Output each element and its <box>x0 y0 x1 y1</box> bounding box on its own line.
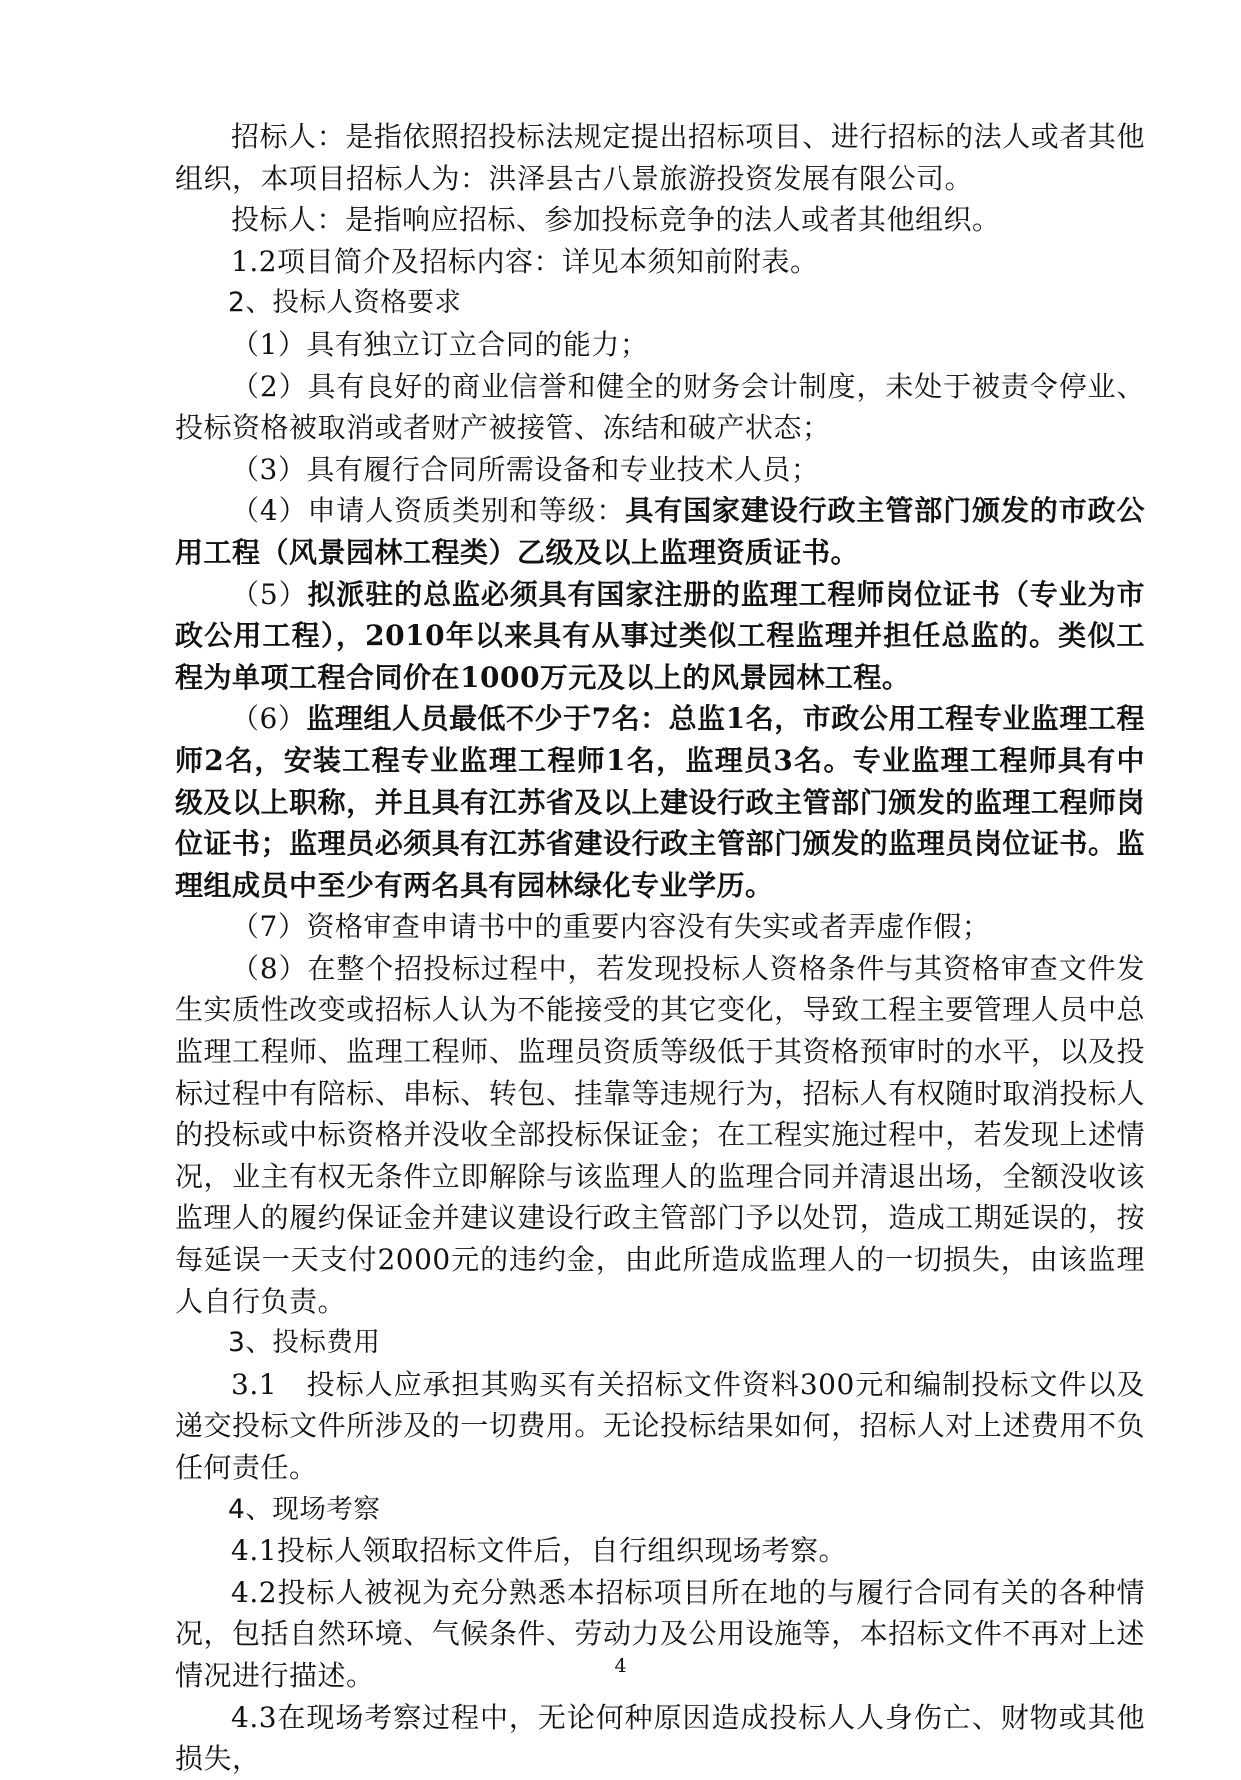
text-run: 4.1投标人领取招标文件后，自行组织现场考察。 <box>231 1534 848 1568</box>
section-heading <box>175 1322 1145 1364</box>
text-run: 1.2项目简介及招标内容：详见本须知前附表。 <box>231 244 819 278</box>
body-paragraph <box>175 199 1145 241</box>
body-paragraph <box>175 906 1145 948</box>
text-run: （6） <box>231 702 307 736</box>
body-paragraph <box>175 698 1145 906</box>
text-run: （2）具有良好的商业信誉和健全的财务会计制度，未处于被责令停业、投标资格被取消或者财产被接管、冻结和破产状态； <box>175 369 1145 445</box>
body-paragraph <box>175 366 1145 449</box>
document-body <box>175 116 1145 1780</box>
body-paragraph <box>175 241 1145 283</box>
body-paragraph <box>175 324 1145 366</box>
text-run: （1）具有独立订立合同的能力； <box>231 327 649 361</box>
text-run: 招标人：是指依照招投标法规定提出招标项目、进行招标的法人或者其他组织，本项目招标人为：洪泽县古八景旅游投资发展有限公司。 <box>175 120 1145 195</box>
body-paragraph <box>175 1697 1145 1780</box>
body-paragraph <box>175 1364 1145 1489</box>
body-paragraph <box>175 574 1145 699</box>
section-heading <box>175 282 1145 324</box>
bold-text-run: 具有国家建设行政主管部门颁发的市政公用工程（风景园林工程类）乙级及以上监理资质证书。 <box>175 494 1145 569</box>
text-run: （3）具有履行合同所需设备和专业技术人员； <box>231 452 820 486</box>
text-run: 4、现场考察 <box>228 1493 381 1525</box>
text-run: 3.1 投标人应承担其购买有关招标文件资料300元和编制投标文件以及递交投标文件所涉及的一切费用。无论投标结果如何，招标人对上述费用不负任何责任。 <box>175 1367 1145 1484</box>
page-number: 4 <box>614 1655 627 1677</box>
text-run: 3、投标费用 <box>228 1327 381 1359</box>
body-paragraph <box>175 1530 1145 1572</box>
section-heading <box>175 1489 1145 1531</box>
bold-text-run: 监理组人员最低不少于7名：总监1名，市政公用工程专业监理工程师2名，安装工程专业监理工程师1名，监理员3名。专业监理工程师具有中级及以上职称，并且具有江苏省及以上建设行政主管部门颁发的监理工程师岗位证书；监理员必须具有江苏省建设行政主管部门颁发的监理员岗位证书。监理组成员中至少有两名具有园林绿化专业学历。 <box>175 702 1145 902</box>
body-paragraph <box>175 1572 1145 1697</box>
body-paragraph <box>175 116 1145 199</box>
text-run: 2、投标人资格要求 <box>228 287 462 319</box>
body-paragraph <box>175 948 1145 1322</box>
text-run: 4.3在现场考察过程中，无论何种原因造成投标人人身伤亡、财物或其他损失， <box>175 1700 1145 1776</box>
text-run: 投标人：是指响应招标、参加投标竞争的法人或者其他组织。 <box>231 203 1001 237</box>
text-run: （4）申请人资质类别和等级： <box>231 494 626 528</box>
text-run: （8）在整个招投标过程中，若发现投标人资格条件与其资格审查文件发生实质性改变或招标人认为不能接受的其它变化，导致工程主要管理人员中总监理工程师、监理工程师、监理员资质等级低于其资格预审时的水平，以及投标过程中有陪标、串标、转包、挂靠等违规行为，招标人有权随时取消投标人的投标或中标资格并没收全部投标保证金；在工程实施过程中，若发现上述情况，业主有权无条件立即解除与该监理人的监理合同并清退出场，全额没收该监理人的履约保证金并建议建设行政主管部门予以处罚，造成工期延误的，按每延误一天支付2000元的违约金，由此所造成监理人的一切损失，由该监理人自行负责。 <box>175 951 1145 1318</box>
text-run: 4.2投标人被视为充分熟悉本招标项目所在地的与履行合同有关的各种情况，包括自然环境、气候条件、劳动力及公用设施等，本招标文件不再对上述情况进行描述。 <box>175 1575 1145 1692</box>
bold-text-run: 拟派驻的总监必须具有国家注册的监理工程师岗位证书（专业为市政公用工程），2010年以来具有从事过类似工程监理并担任总监的。类似工程为单项工程合同价在1000万元及以上的风景园林工程。 <box>175 577 1145 694</box>
text-run: （7）资格审查申请书中的重要内容没有失实或者弄虚作假； <box>231 910 991 944</box>
body-paragraph <box>175 449 1145 491</box>
text-run: （5） <box>231 577 308 611</box>
body-paragraph <box>175 490 1145 573</box>
